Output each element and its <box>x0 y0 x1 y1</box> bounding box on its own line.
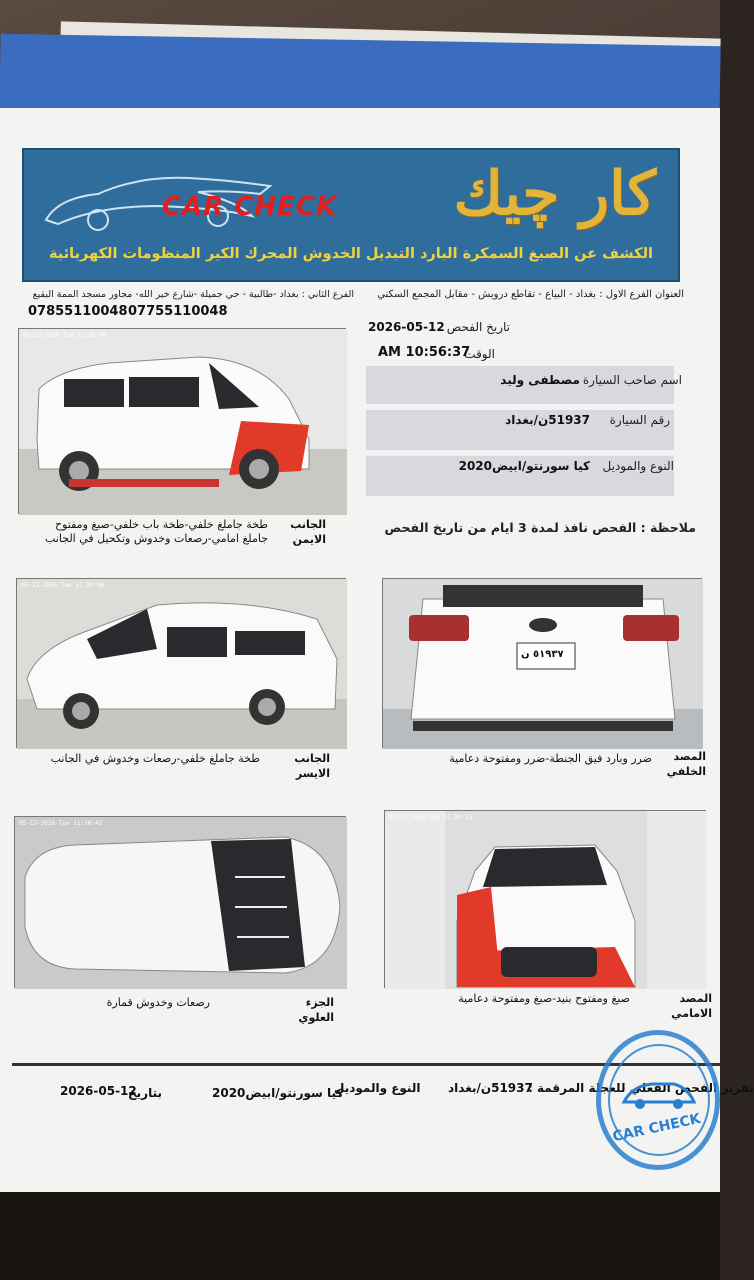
branch-1-address: العنوان الفرع الاول : بغداد - البياع - تقاطع درويش - مقابل المجمع السكني <box>377 289 684 300</box>
front-bumper-caption: صبغ ومفتوح بنيد-صبغ ومفتوحة دعامية <box>458 992 630 1005</box>
owner-value: مصطفى وليد <box>500 373 580 387</box>
exam-time-label: الوقت <box>464 347 495 361</box>
left-side-caption: طخة جاملغ خلفي-رصعات وخدوش في الجانب <box>50 752 260 765</box>
top-roof-caption: رصعات وخدوش قمارة <box>106 996 210 1009</box>
stamp-text: CAR CHECK <box>611 1110 703 1146</box>
branch-2-address: الفرع الثاني : بغداد -طالبية - حي جميلة -شارع خير الله- مجاور مسجد الممة البقيع <box>32 289 354 300</box>
exam-time-value: 10:56:37 AM <box>378 345 471 360</box>
stamp-car-icon <box>618 1072 698 1112</box>
left-side-label: الجانب الايسر <box>294 752 330 780</box>
photo-timestamp: 05-12-2026 Tue 11:30:42 <box>19 820 103 827</box>
phone-1: 07855110048 <box>28 304 128 319</box>
footer-report-label: تقرير الفحص الفعلي للعجلة المرقمة : <box>528 1081 754 1095</box>
model-label: النوع والموديل <box>602 459 674 473</box>
rear-bumper-caption: ضرر وبارد فيق الجنطة-ضرر ومفتوحة دعامية <box>449 752 652 765</box>
photo-timestamp: 05-12-2026 Tue 11:30:40 <box>23 332 107 339</box>
brand-name-arabic: كار چيك <box>453 159 656 229</box>
top-roof-photo <box>14 816 346 988</box>
front-bumper-photo <box>384 810 706 988</box>
right-side-label: الجانب الايمن <box>290 518 326 546</box>
model-value: كيا سورنتو/ابيض2020 <box>458 459 590 473</box>
footer-date-label: بتاريخ <box>128 1086 162 1100</box>
exam-date-value: 2026-05-12 <box>368 320 445 334</box>
rear-plate-text: ٥١٩٣٧ ن <box>521 649 564 660</box>
footer-plate: 51937ن/بغداد <box>448 1081 533 1095</box>
exam-date-label: تاريخ الفحص <box>446 320 510 334</box>
right-side-photo <box>18 328 346 514</box>
owner-label: اسم صاحب السيارة <box>582 373 682 387</box>
rear-bumper-photo <box>382 578 702 748</box>
validity-note: ملاحظة : الفحص نافذ لمدة 3 ايام من تاريخ الفحص <box>384 520 696 535</box>
header-banner <box>22 148 680 282</box>
footer-date: 2026-05-12 <box>60 1084 137 1098</box>
front-bumper-label: المصد الامامي <box>671 992 712 1020</box>
top-roof-label: الجزء العلوي <box>298 996 334 1024</box>
footer-model-label: النوع والموديل <box>334 1081 421 1095</box>
phone-2: 07755110048 <box>128 304 228 319</box>
table-surface-bottom <box>0 1192 720 1280</box>
footer-model: كيا سورنتو/ابيض2020 <box>212 1086 344 1100</box>
brand-name-english: CAR CHECK <box>162 192 338 222</box>
plate-value: 51937ن/بغداد <box>505 413 590 427</box>
services-list: الكشف عن الصبغ السمكرة البارد التبديل الخدوش المحرك الكير المنظومات الكهربائية <box>48 246 653 262</box>
photo-timestamp: 05-12-2026 Tue 11:30:46 <box>21 582 105 589</box>
plate-label: رقم السيارة <box>609 413 670 427</box>
rear-bumper-label: المصد الخلفي <box>666 750 706 778</box>
left-side-photo <box>16 578 346 748</box>
photo-timestamp: 05-12-2026 Tue 11:30:23 <box>389 814 473 821</box>
right-side-caption: طخة جاملغ خلفي-طخة باب خلفي-صبغ ومفتوح جاملغ امامي-رصعات وخدوش وتكحيل في الجانب <box>45 518 268 546</box>
